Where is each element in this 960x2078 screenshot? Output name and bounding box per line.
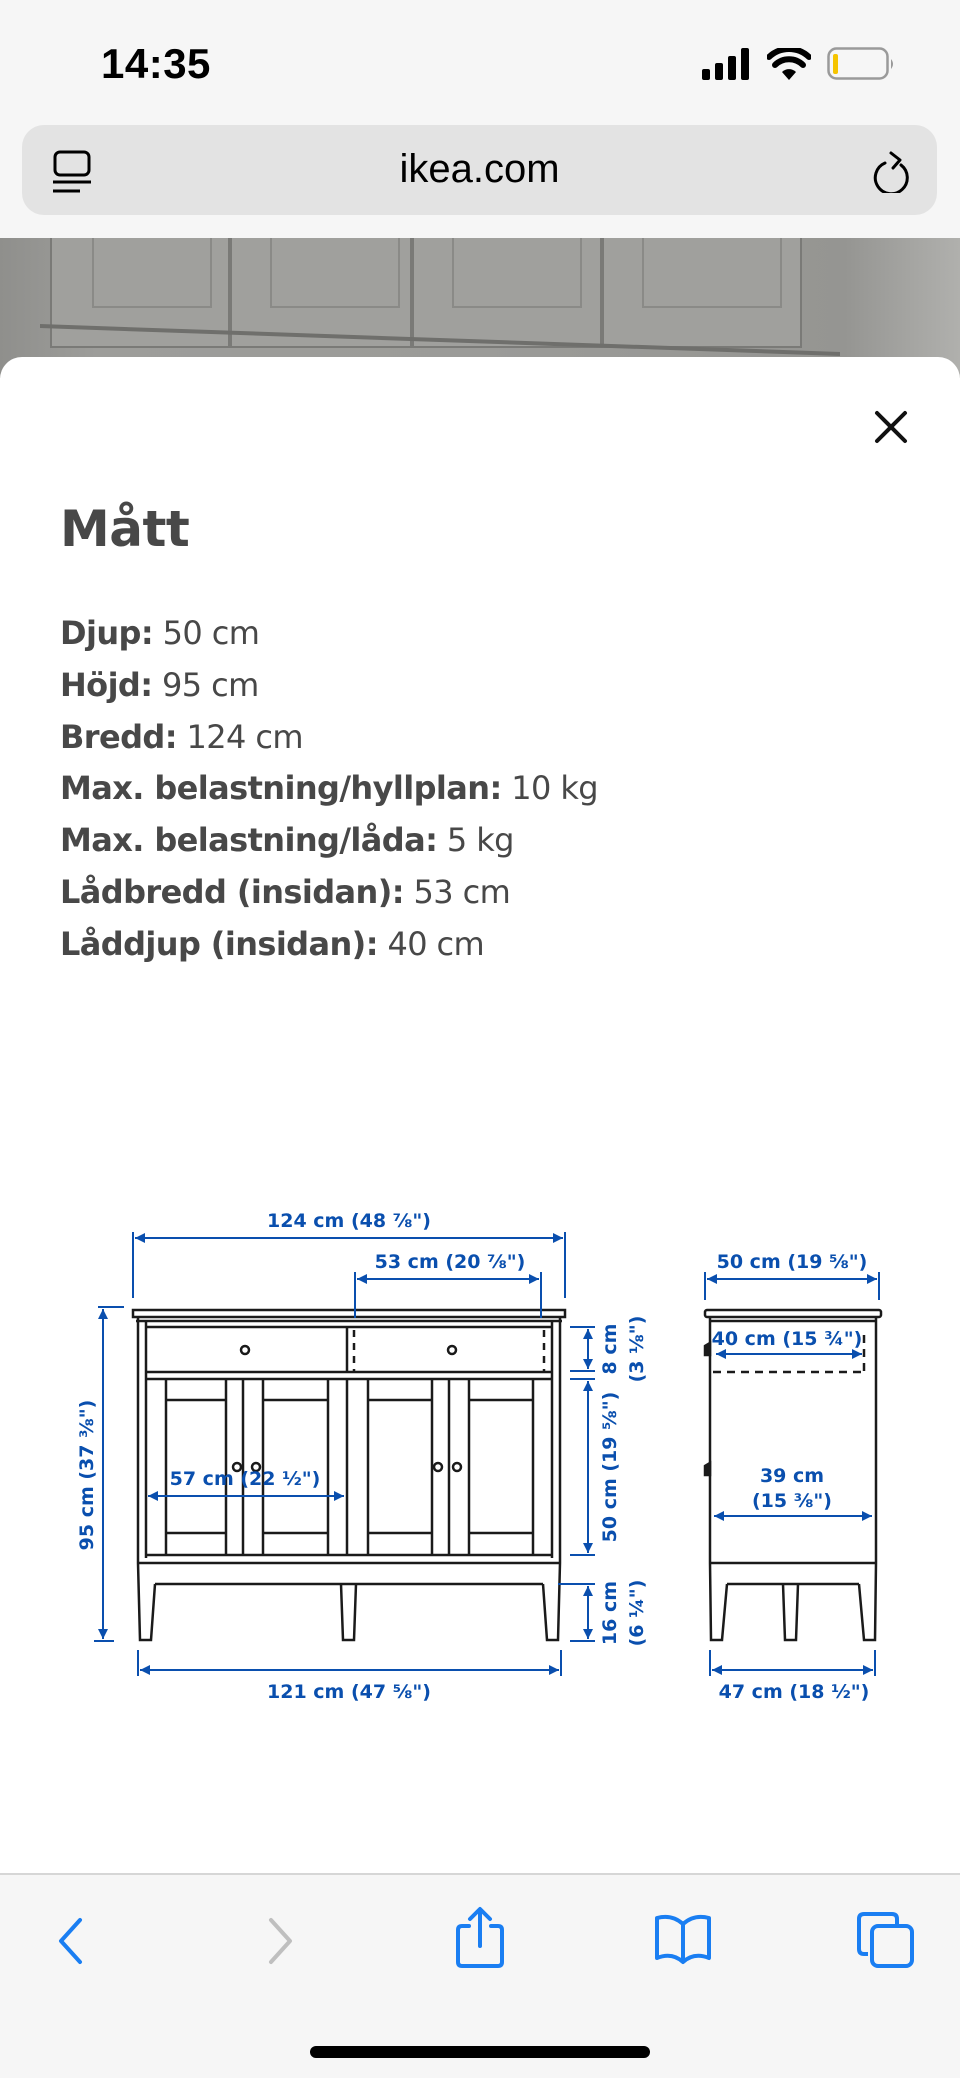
spec-label: Bredd: <box>60 717 177 756</box>
side-drawer-depth-label: 40 cm (15 ¾") <box>711 1328 863 1350</box>
sheet-title: Mått <box>60 500 190 558</box>
spec-list <box>60 614 598 977</box>
share-icon[interactable] <box>454 1906 506 1970</box>
front-base-width-label: 121 cm (47 ⅝") <box>267 1681 431 1703</box>
door-panel <box>452 238 582 308</box>
front-drawer-height-cm-label: 8 cm <box>599 1323 621 1375</box>
forward-icon[interactable] <box>265 1916 295 1966</box>
door-panel <box>270 238 400 308</box>
spec-row-height <box>60 666 598 718</box>
side-inner-depth-in-label: (15 ⅜") <box>752 1490 832 1512</box>
tabs-icon[interactable] <box>856 1910 916 1970</box>
reload-icon[interactable] <box>873 147 913 193</box>
door-panel <box>92 238 212 308</box>
front-leg-height-in-label: (6 ¼") <box>626 1579 648 1647</box>
url-text[interactable]: ikea.com <box>399 147 560 191</box>
battery-low-icon <box>827 47 897 81</box>
spec-value: 95 cm <box>162 665 259 704</box>
side-depth-label: 50 cm (19 ⅝") <box>716 1251 868 1273</box>
front-door-width-label: 57 cm (22 ½") <box>169 1468 321 1490</box>
spec-value: 53 cm <box>413 872 511 911</box>
wifi-icon <box>767 48 811 80</box>
spec-value: 124 cm <box>186 717 303 756</box>
bookmarks-icon[interactable] <box>652 1912 714 1966</box>
front-height-label: 95 cm (37 ⅜") <box>76 1399 98 1551</box>
front-dimension-lines <box>94 1232 595 1676</box>
spec-value: 40 cm <box>387 924 485 963</box>
spec-row-drawer-width <box>60 873 598 925</box>
spec-row-max-load-shelf <box>60 769 598 821</box>
address-bar[interactable] <box>22 125 937 215</box>
cellular-signal-icon <box>702 48 752 80</box>
spec-value: 5 kg <box>446 821 514 860</box>
front-drawer-height-in-label: (3 ⅛") <box>626 1315 648 1383</box>
spec-row-width <box>60 718 598 770</box>
spec-label: Max. belastning/hyllplan: <box>60 769 502 808</box>
side-base-depth-label: 47 cm (18 ½") <box>718 1681 870 1703</box>
spec-label: Låddjup (insidan): <box>60 924 378 963</box>
door-panel <box>642 238 782 308</box>
spec-label: Max. belastning/låda: <box>60 821 438 860</box>
back-icon[interactable] <box>56 1916 86 1966</box>
spec-row-depth <box>60 614 598 666</box>
status-time: 14:35 <box>101 40 211 87</box>
close-icon[interactable] <box>871 407 911 447</box>
spec-row-drawer-depth <box>60 925 598 977</box>
spec-value: 50 cm <box>162 614 260 652</box>
side-inner-depth-cm-label: 39 cm <box>759 1465 825 1487</box>
dimension-diagram <box>0 1180 960 1780</box>
spec-label: Djup: <box>60 614 154 652</box>
home-indicator[interactable] <box>310 2046 650 2058</box>
front-total-width-label: 124 cm (48 ⅞") <box>267 1210 431 1232</box>
front-drawer-width-label: 53 cm (20 ⅞") <box>374 1251 526 1273</box>
spec-value: 10 kg <box>511 769 598 808</box>
spec-row-max-load-drawer <box>60 821 598 873</box>
front-door-section-height-label: 50 cm (19 ⅝") <box>599 1391 621 1543</box>
status-bar <box>0 0 960 120</box>
front-leg-height-cm-label: 16 cm <box>599 1580 621 1646</box>
spec-label: Höjd: <box>60 665 153 704</box>
spec-label: Lådbredd (insidan): <box>60 872 404 911</box>
